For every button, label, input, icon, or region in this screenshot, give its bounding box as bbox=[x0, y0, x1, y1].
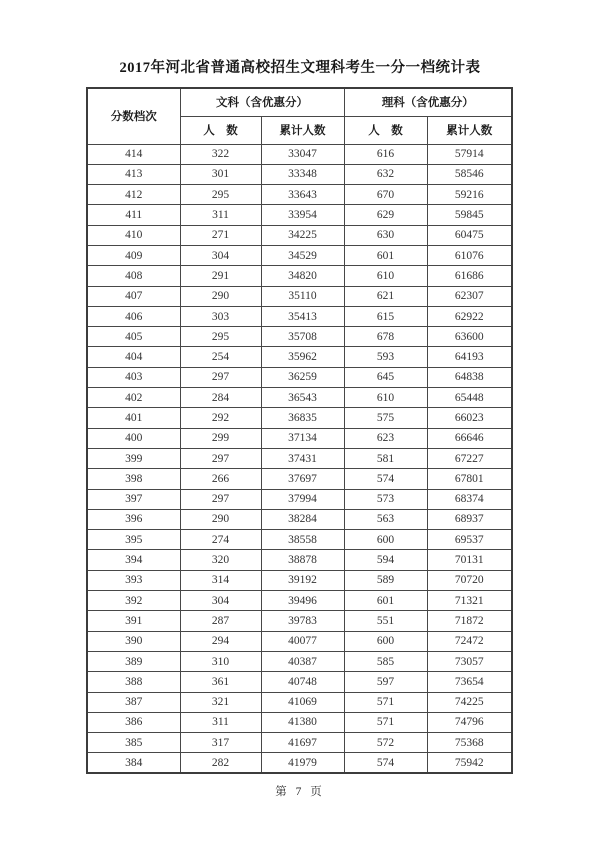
score-cell: 402 bbox=[87, 388, 180, 408]
science-cumulative-cell: 71872 bbox=[427, 611, 512, 631]
liberal-arts-count-cell: 266 bbox=[180, 469, 261, 489]
science-count-cell: 581 bbox=[344, 448, 427, 468]
table-row bbox=[87, 347, 512, 367]
score-cell: 414 bbox=[87, 144, 180, 164]
science-count-cell: 572 bbox=[344, 733, 427, 753]
liberal-arts-count-cell: 311 bbox=[180, 205, 261, 225]
liberal-arts-count-cell: 291 bbox=[180, 266, 261, 286]
liberal-arts-cumulative-cell: 33047 bbox=[261, 144, 344, 164]
liberal-arts-cumulative-cell: 38558 bbox=[261, 530, 344, 550]
science-cumulative-cell: 59216 bbox=[427, 185, 512, 205]
science-count-cell: 601 bbox=[344, 245, 427, 265]
liberal-arts-count-cell: 290 bbox=[180, 286, 261, 306]
score-cell: 410 bbox=[87, 225, 180, 245]
liberal-arts-cumulative-cell: 36543 bbox=[261, 388, 344, 408]
liberal-arts-count-cell: 317 bbox=[180, 733, 261, 753]
table-row bbox=[87, 591, 512, 611]
science-cumulative-cell: 62922 bbox=[427, 306, 512, 326]
table-row bbox=[87, 245, 512, 265]
science-cumulative-cell: 68374 bbox=[427, 489, 512, 509]
liberal-arts-cumulative-cell: 38284 bbox=[261, 509, 344, 529]
table-row bbox=[87, 225, 512, 245]
liberal-arts-count-cell: 297 bbox=[180, 367, 261, 387]
table-row bbox=[87, 205, 512, 225]
table-row bbox=[87, 327, 512, 347]
score-cell: 411 bbox=[87, 205, 180, 225]
science-cumulative-cell: 68937 bbox=[427, 509, 512, 529]
table-row bbox=[87, 306, 512, 326]
table-row bbox=[87, 550, 512, 570]
liberal-arts-cumulative-cell: 39192 bbox=[261, 570, 344, 590]
score-cell: 403 bbox=[87, 367, 180, 387]
liberal-arts-cumulative-cell: 41979 bbox=[261, 753, 344, 773]
liberal-arts-cumulative-cell: 35708 bbox=[261, 327, 344, 347]
science-count-cell: 571 bbox=[344, 692, 427, 712]
liberal-arts-count-cell: 361 bbox=[180, 672, 261, 692]
science-cumulative-cell: 66023 bbox=[427, 408, 512, 428]
liberal-arts-cumulative-cell: 33348 bbox=[261, 164, 344, 184]
liberal-arts-count-cell: 314 bbox=[180, 570, 261, 590]
liberal-arts-count-cell: 299 bbox=[180, 428, 261, 448]
table-row bbox=[87, 388, 512, 408]
score-cell: 398 bbox=[87, 469, 180, 489]
liberal-arts-cumulative-cell: 41069 bbox=[261, 692, 344, 712]
score-cell: 384 bbox=[87, 753, 180, 773]
liberal-arts-cumulative-cell: 36259 bbox=[261, 367, 344, 387]
science-count-cell: 615 bbox=[344, 306, 427, 326]
science-cumulative-cell: 57914 bbox=[427, 144, 512, 164]
liberal-arts-count-cell: 287 bbox=[180, 611, 261, 631]
table-row bbox=[87, 266, 512, 286]
table-row bbox=[87, 611, 512, 631]
science-cumulative-cell: 75942 bbox=[427, 753, 512, 773]
score-cell: 406 bbox=[87, 306, 180, 326]
page-number: 第 7 页 bbox=[275, 786, 325, 798]
liberal-arts-cumulative-cell: 36835 bbox=[261, 408, 344, 428]
science-cumulative-cell: 75368 bbox=[427, 733, 512, 753]
liberal-arts-count-cell: 304 bbox=[180, 245, 261, 265]
liberal-arts-count-cell: 303 bbox=[180, 306, 261, 326]
science-count-cell: 610 bbox=[344, 266, 427, 286]
science-count-cell: 610 bbox=[344, 388, 427, 408]
liberal-arts-count-cell: 284 bbox=[180, 388, 261, 408]
header-science-cumulative: 累计人数 bbox=[427, 116, 512, 144]
science-cumulative-cell: 72472 bbox=[427, 631, 512, 651]
liberal-arts-cumulative-cell: 37431 bbox=[261, 448, 344, 468]
table-row bbox=[87, 509, 512, 529]
science-cumulative-cell: 64193 bbox=[427, 347, 512, 367]
header-science-count: 人 数 bbox=[344, 116, 427, 144]
liberal-arts-count-cell: 254 bbox=[180, 347, 261, 367]
science-count-cell: 616 bbox=[344, 144, 427, 164]
header-liberal-arts-count: 人 数 bbox=[180, 116, 261, 144]
score-cell: 387 bbox=[87, 692, 180, 712]
liberal-arts-cumulative-cell: 40387 bbox=[261, 651, 344, 671]
science-cumulative-cell: 70131 bbox=[427, 550, 512, 570]
science-cumulative-cell: 70720 bbox=[427, 570, 512, 590]
liberal-arts-count-cell: 297 bbox=[180, 489, 261, 509]
science-count-cell: 621 bbox=[344, 286, 427, 306]
science-cumulative-cell: 64838 bbox=[427, 367, 512, 387]
score-cell: 385 bbox=[87, 733, 180, 753]
table-row bbox=[87, 164, 512, 184]
liberal-arts-cumulative-cell: 40748 bbox=[261, 672, 344, 692]
liberal-arts-count-cell: 311 bbox=[180, 712, 261, 732]
page-title: 2017年河北省普通高校招生文理科考生一分一档统计表 bbox=[119, 60, 481, 76]
science-count-cell: 670 bbox=[344, 185, 427, 205]
science-cumulative-cell: 60475 bbox=[427, 225, 512, 245]
table-row bbox=[87, 144, 512, 164]
score-cell: 386 bbox=[87, 712, 180, 732]
liberal-arts-cumulative-cell: 33643 bbox=[261, 185, 344, 205]
score-cell: 389 bbox=[87, 651, 180, 671]
table-row bbox=[87, 448, 512, 468]
score-cell: 404 bbox=[87, 347, 180, 367]
liberal-arts-count-cell: 310 bbox=[180, 651, 261, 671]
science-cumulative-cell: 67227 bbox=[427, 448, 512, 468]
science-count-cell: 563 bbox=[344, 509, 427, 529]
score-cell: 397 bbox=[87, 489, 180, 509]
table-row bbox=[87, 733, 512, 753]
liberal-arts-cumulative-cell: 35110 bbox=[261, 286, 344, 306]
liberal-arts-count-cell: 290 bbox=[180, 509, 261, 529]
table-row bbox=[87, 570, 512, 590]
header-row-subjects bbox=[87, 88, 512, 116]
score-cell: 408 bbox=[87, 266, 180, 286]
liberal-arts-cumulative-cell: 40077 bbox=[261, 631, 344, 651]
table-row bbox=[87, 428, 512, 448]
science-count-cell: 678 bbox=[344, 327, 427, 347]
score-cell: 390 bbox=[87, 631, 180, 651]
science-count-cell: 571 bbox=[344, 712, 427, 732]
science-cumulative-cell: 61076 bbox=[427, 245, 512, 265]
score-cell: 391 bbox=[87, 611, 180, 631]
table-row bbox=[87, 489, 512, 509]
science-count-cell: 551 bbox=[344, 611, 427, 631]
header-liberal-arts-cumulative: 累计人数 bbox=[261, 116, 344, 144]
science-cumulative-cell: 58546 bbox=[427, 164, 512, 184]
score-cell: 401 bbox=[87, 408, 180, 428]
science-count-cell: 575 bbox=[344, 408, 427, 428]
liberal-arts-count-cell: 295 bbox=[180, 185, 261, 205]
liberal-arts-cumulative-cell: 37134 bbox=[261, 428, 344, 448]
liberal-arts-cumulative-cell: 35962 bbox=[261, 347, 344, 367]
science-cumulative-cell: 62307 bbox=[427, 286, 512, 306]
science-count-cell: 597 bbox=[344, 672, 427, 692]
science-count-cell: 601 bbox=[344, 591, 427, 611]
table-row bbox=[87, 185, 512, 205]
liberal-arts-count-cell: 301 bbox=[180, 164, 261, 184]
score-cell: 409 bbox=[87, 245, 180, 265]
table-row bbox=[87, 712, 512, 732]
table-row bbox=[87, 692, 512, 712]
score-cell: 394 bbox=[87, 550, 180, 570]
table-row bbox=[87, 469, 512, 489]
science-cumulative-cell: 73654 bbox=[427, 672, 512, 692]
liberal-arts-cumulative-cell: 39496 bbox=[261, 591, 344, 611]
liberal-arts-cumulative-cell: 41380 bbox=[261, 712, 344, 732]
liberal-arts-count-cell: 297 bbox=[180, 448, 261, 468]
table-row bbox=[87, 530, 512, 550]
science-cumulative-cell: 66646 bbox=[427, 428, 512, 448]
liberal-arts-count-cell: 322 bbox=[180, 144, 261, 164]
liberal-arts-cumulative-cell: 37994 bbox=[261, 489, 344, 509]
liberal-arts-count-cell: 320 bbox=[180, 550, 261, 570]
score-distribution-table bbox=[86, 87, 513, 774]
science-count-cell: 600 bbox=[344, 530, 427, 550]
science-cumulative-cell: 59845 bbox=[427, 205, 512, 225]
science-count-cell: 623 bbox=[344, 428, 427, 448]
score-cell: 413 bbox=[87, 164, 180, 184]
table-row bbox=[87, 286, 512, 306]
liberal-arts-count-cell: 304 bbox=[180, 591, 261, 611]
science-count-cell: 630 bbox=[344, 225, 427, 245]
table-row bbox=[87, 753, 512, 773]
table-row bbox=[87, 651, 512, 671]
header-liberal-arts: 文科（含优惠分） bbox=[180, 88, 344, 116]
table-row bbox=[87, 367, 512, 387]
science-cumulative-cell: 74225 bbox=[427, 692, 512, 712]
liberal-arts-cumulative-cell: 38878 bbox=[261, 550, 344, 570]
score-cell: 396 bbox=[87, 509, 180, 529]
science-cumulative-cell: 69537 bbox=[427, 530, 512, 550]
science-cumulative-cell: 67801 bbox=[427, 469, 512, 489]
score-cell: 388 bbox=[87, 672, 180, 692]
table-row bbox=[87, 631, 512, 651]
science-count-cell: 573 bbox=[344, 489, 427, 509]
science-count-cell: 589 bbox=[344, 570, 427, 590]
science-cumulative-cell: 63600 bbox=[427, 327, 512, 347]
liberal-arts-count-cell: 295 bbox=[180, 327, 261, 347]
liberal-arts-cumulative-cell: 34820 bbox=[261, 266, 344, 286]
liberal-arts-count-cell: 274 bbox=[180, 530, 261, 550]
science-cumulative-cell: 71321 bbox=[427, 591, 512, 611]
liberal-arts-count-cell: 292 bbox=[180, 408, 261, 428]
science-count-cell: 574 bbox=[344, 469, 427, 489]
score-cell: 392 bbox=[87, 591, 180, 611]
liberal-arts-cumulative-cell: 34225 bbox=[261, 225, 344, 245]
liberal-arts-cumulative-cell: 41697 bbox=[261, 733, 344, 753]
science-count-cell: 585 bbox=[344, 651, 427, 671]
liberal-arts-count-cell: 282 bbox=[180, 753, 261, 773]
science-count-cell: 632 bbox=[344, 164, 427, 184]
liberal-arts-cumulative-cell: 35413 bbox=[261, 306, 344, 326]
score-cell: 405 bbox=[87, 327, 180, 347]
liberal-arts-count-cell: 321 bbox=[180, 692, 261, 712]
science-count-cell: 645 bbox=[344, 367, 427, 387]
science-count-cell: 593 bbox=[344, 347, 427, 367]
liberal-arts-count-cell: 294 bbox=[180, 631, 261, 651]
table-header bbox=[87, 88, 512, 144]
header-science: 理科（含优惠分） bbox=[344, 88, 512, 116]
liberal-arts-cumulative-cell: 34529 bbox=[261, 245, 344, 265]
liberal-arts-cumulative-cell: 33954 bbox=[261, 205, 344, 225]
table-body bbox=[87, 144, 512, 773]
science-count-cell: 594 bbox=[344, 550, 427, 570]
science-count-cell: 629 bbox=[344, 205, 427, 225]
science-cumulative-cell: 65448 bbox=[427, 388, 512, 408]
score-cell: 393 bbox=[87, 570, 180, 590]
header-score-level: 分数档次 bbox=[87, 88, 180, 144]
score-cell: 399 bbox=[87, 448, 180, 468]
table-row bbox=[87, 408, 512, 428]
liberal-arts-cumulative-cell: 39783 bbox=[261, 611, 344, 631]
score-cell: 395 bbox=[87, 530, 180, 550]
science-count-cell: 574 bbox=[344, 753, 427, 773]
liberal-arts-count-cell: 271 bbox=[180, 225, 261, 245]
score-cell: 407 bbox=[87, 286, 180, 306]
science-cumulative-cell: 61686 bbox=[427, 266, 512, 286]
score-cell: 412 bbox=[87, 185, 180, 205]
liberal-arts-cumulative-cell: 37697 bbox=[261, 469, 344, 489]
table-row bbox=[87, 672, 512, 692]
science-cumulative-cell: 74796 bbox=[427, 712, 512, 732]
science-cumulative-cell: 73057 bbox=[427, 651, 512, 671]
score-cell: 400 bbox=[87, 428, 180, 448]
science-count-cell: 600 bbox=[344, 631, 427, 651]
